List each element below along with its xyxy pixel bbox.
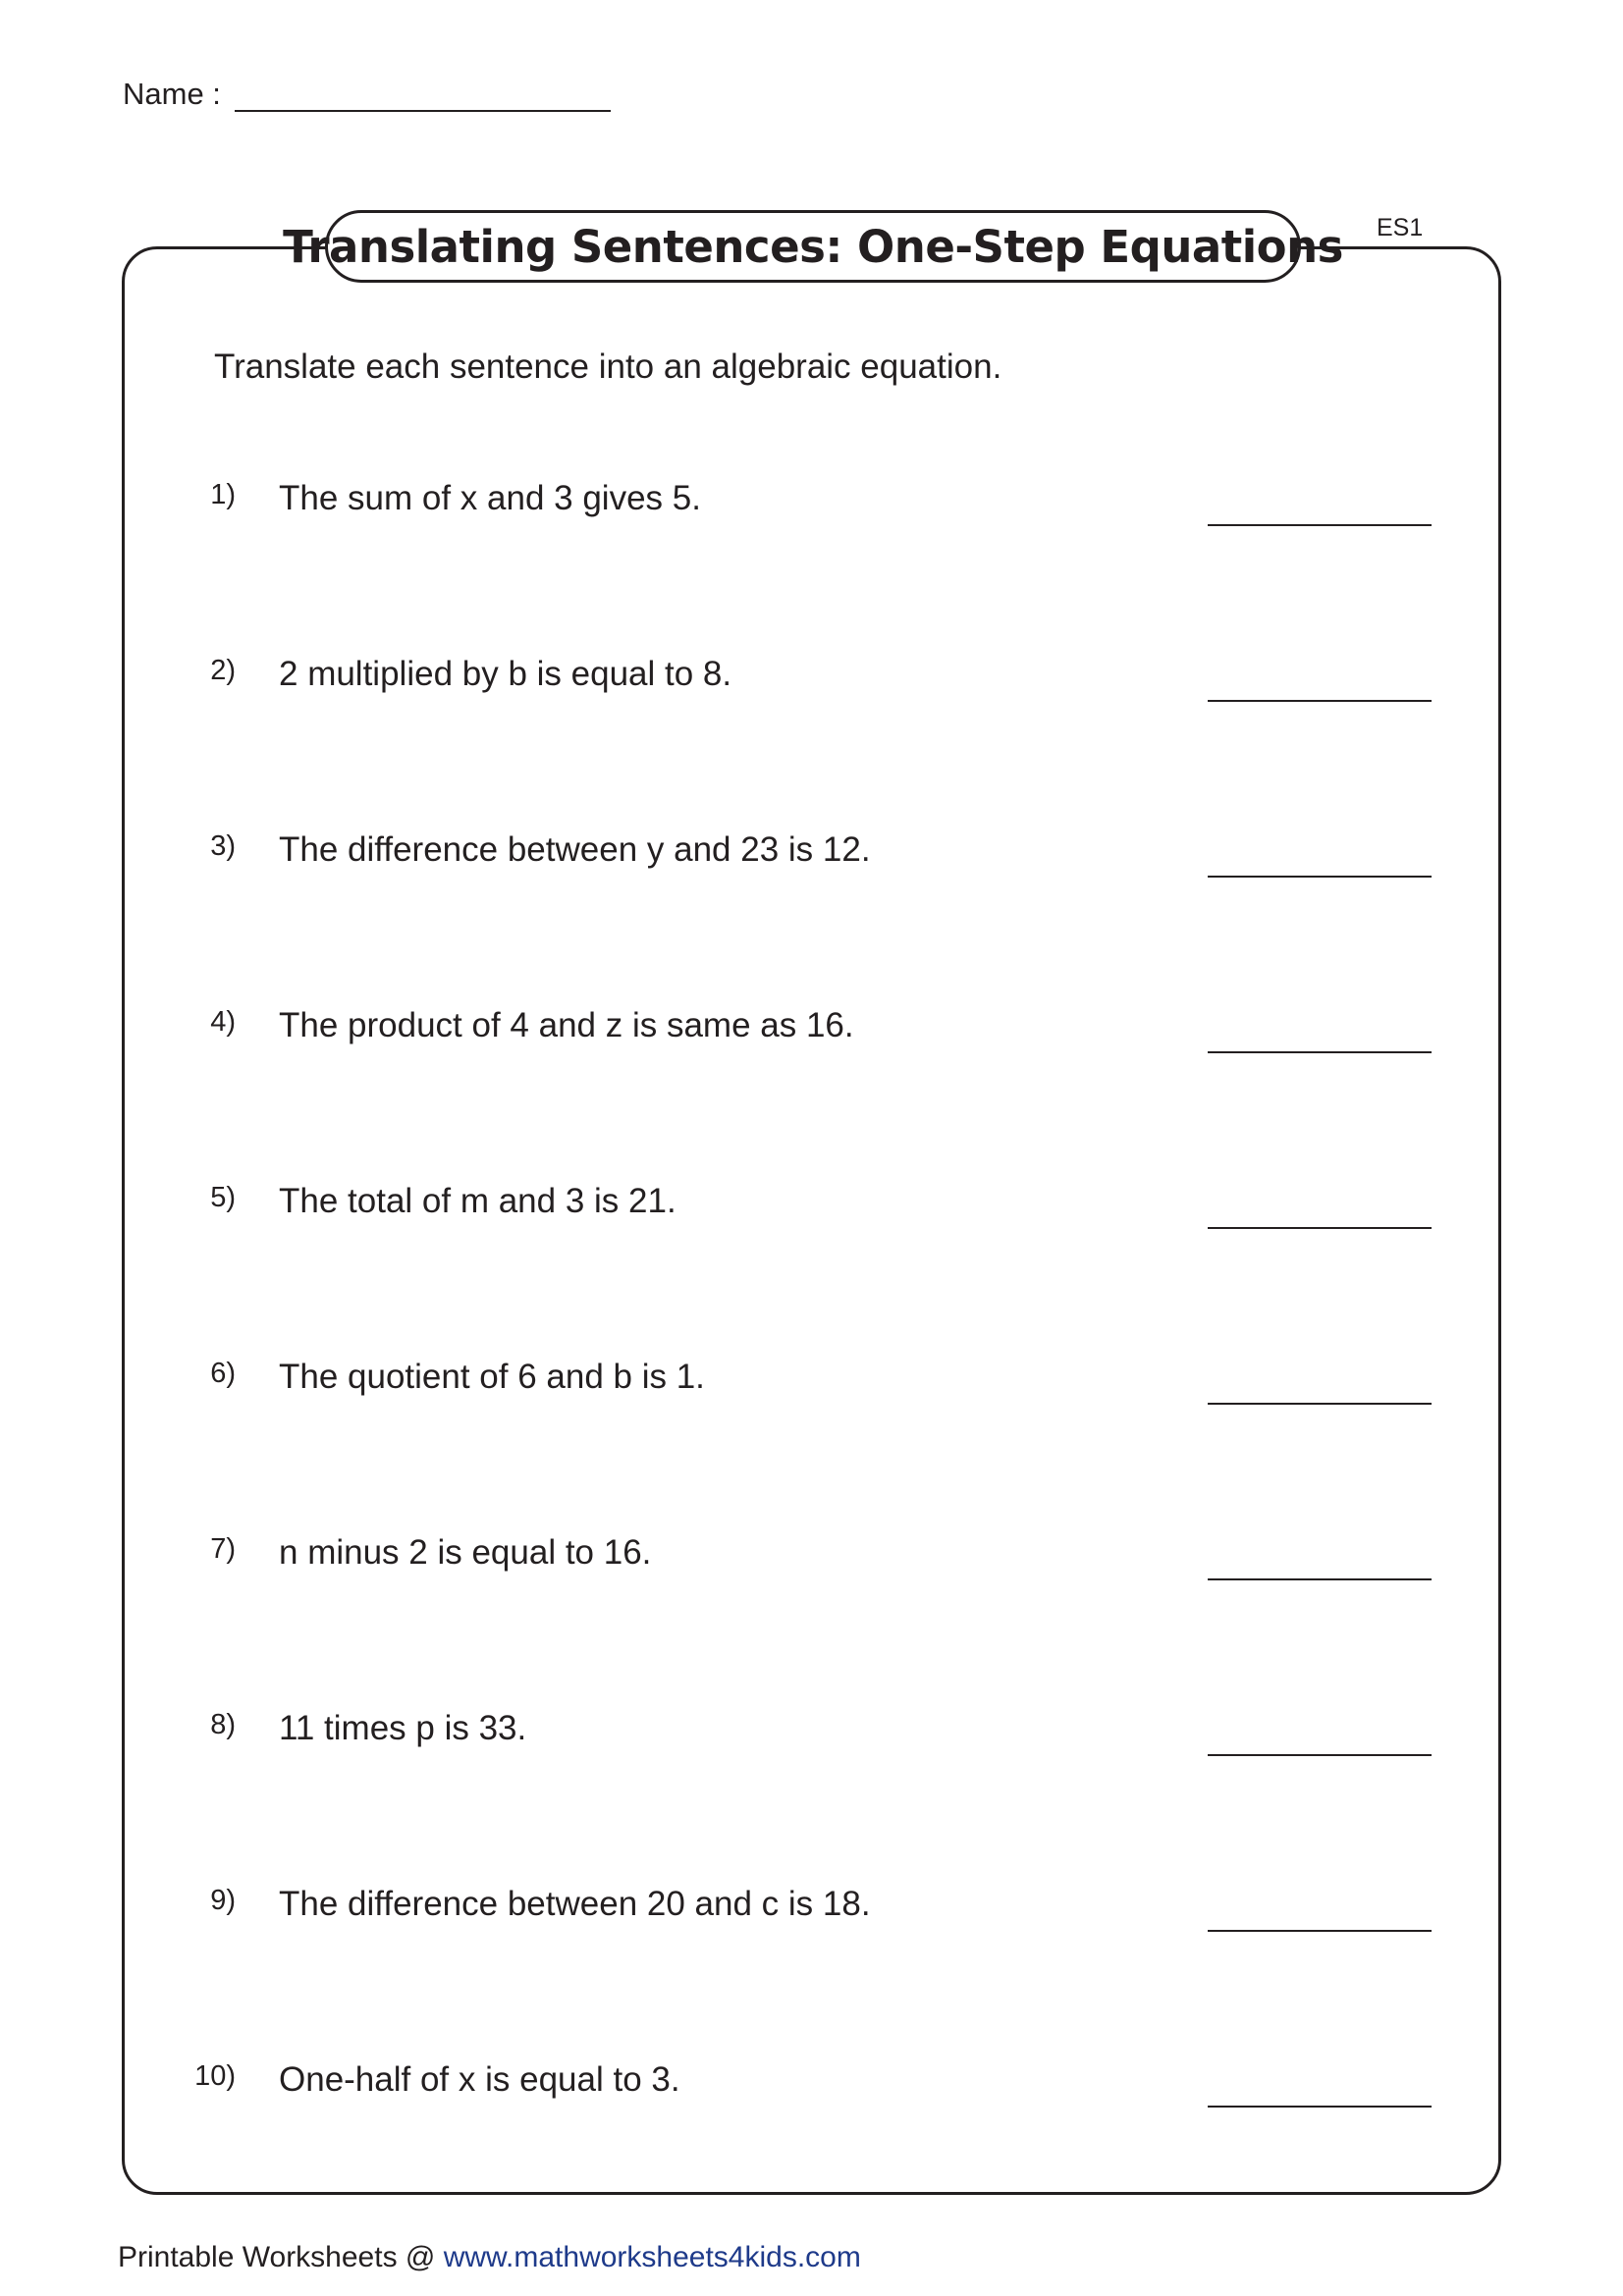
answer-line[interactable] bbox=[1208, 1051, 1432, 1053]
question-text: n minus 2 is equal to 16. bbox=[279, 1533, 652, 1572]
question-number: 1) bbox=[210, 479, 236, 510]
question-item bbox=[0, 830, 1623, 889]
question-item bbox=[0, 1006, 1623, 1065]
question-item bbox=[0, 1182, 1623, 1241]
name-field[interactable] bbox=[235, 75, 611, 112]
question-number: 6) bbox=[210, 1358, 236, 1389]
title-banner bbox=[283, 210, 1343, 283]
answer-line[interactable] bbox=[1208, 876, 1432, 878]
footer-prefix: Printable Worksheets @ bbox=[118, 2241, 444, 2273]
question-item bbox=[0, 479, 1623, 538]
question-text: The total of m and 3 is 21. bbox=[279, 1182, 676, 1220]
question-number: 9) bbox=[210, 1885, 236, 1916]
question-number: 8) bbox=[210, 1709, 236, 1740]
question-number: 5) bbox=[210, 1182, 236, 1213]
answer-line[interactable] bbox=[1208, 1403, 1432, 1405]
answer-line[interactable] bbox=[1208, 1578, 1432, 1580]
question-item bbox=[0, 2060, 1623, 2119]
answer-line[interactable] bbox=[1208, 1930, 1432, 1932]
question-text: The product of 4 and z is same as 16. bbox=[279, 1006, 854, 1044]
question-item bbox=[0, 655, 1623, 714]
footer-link[interactable]: www.mathworksheets4kids.com bbox=[443, 2241, 861, 2273]
question-number: 10) bbox=[194, 2060, 236, 2092]
question-item bbox=[0, 1885, 1623, 1944]
page-title: Translating Sentences: One-Step Equations bbox=[283, 220, 1343, 273]
answer-line[interactable] bbox=[1208, 700, 1432, 702]
instruction-text: Translate each sentence into an algebraic equation. bbox=[214, 347, 1002, 386]
answer-line[interactable] bbox=[1208, 2106, 1432, 2108]
question-item bbox=[0, 1533, 1623, 1592]
question-text: 2 multiplied by b is equal to 8. bbox=[279, 655, 732, 693]
question-text: The quotient of 6 and b is 1. bbox=[279, 1358, 705, 1396]
question-text: One-half of x is equal to 3. bbox=[279, 2060, 680, 2099]
question-number: 3) bbox=[210, 830, 236, 862]
answer-line[interactable] bbox=[1208, 1754, 1432, 1756]
name-row bbox=[123, 75, 611, 112]
footer bbox=[118, 2241, 861, 2274]
question-number: 2) bbox=[210, 655, 236, 686]
question-text: 11 times p is 33. bbox=[279, 1709, 527, 1747]
question-item bbox=[0, 1358, 1623, 1416]
answer-line[interactable] bbox=[1208, 524, 1432, 526]
question-item bbox=[0, 1709, 1623, 1768]
answer-line[interactable] bbox=[1208, 1227, 1432, 1229]
question-text: The difference between y and 23 is 12. bbox=[279, 830, 871, 869]
worksheet-code: ES1 bbox=[1377, 214, 1424, 241]
question-number: 7) bbox=[210, 1533, 236, 1565]
question-number: 4) bbox=[210, 1006, 236, 1038]
name-label: Name : bbox=[123, 77, 221, 111]
question-text: The difference between 20 and c is 18. bbox=[279, 1885, 871, 1923]
question-text: The sum of x and 3 gives 5. bbox=[279, 479, 701, 517]
